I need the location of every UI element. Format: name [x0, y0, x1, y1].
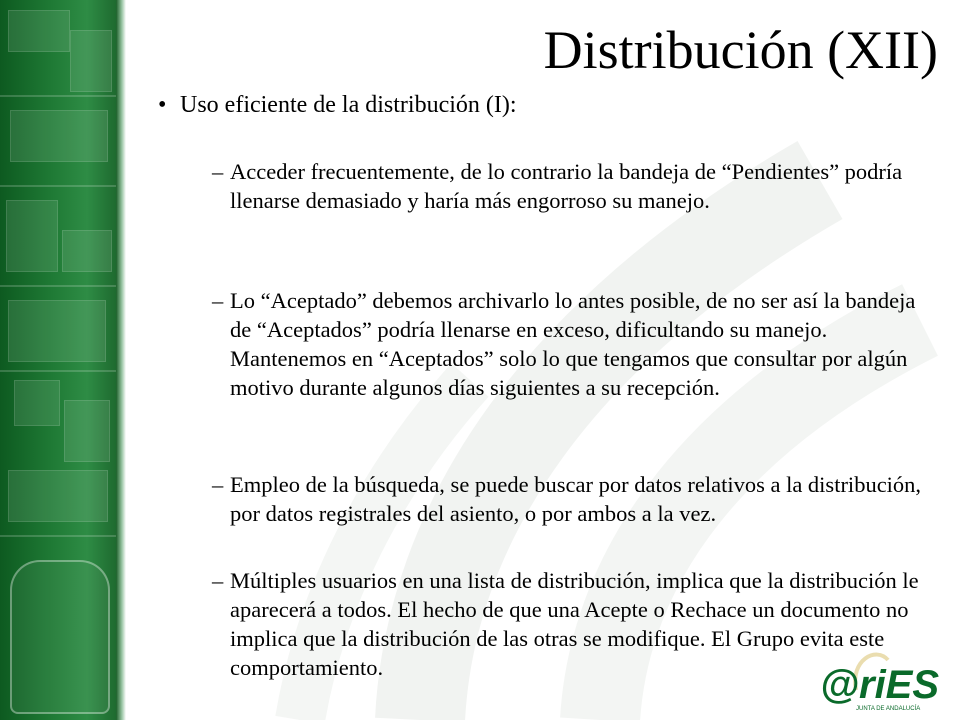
- sub-item-text: Múltiples usuarios en una lista de distribución, implica que la distribución le aparecerá a todos. El hecho de que una Acepte o Rechace un documento no implica que la distribución de las otras se modifique. El Grupo evita este comportamiento.: [230, 568, 919, 680]
- logo-tagline: JUNTA DE ANDALUCÍA: [856, 706, 921, 712]
- aries-logo: [816, 640, 948, 712]
- coat-of-arms-emblem: [10, 560, 110, 714]
- dash-marker: –: [212, 159, 224, 184]
- sidebar-fade: [116, 0, 126, 720]
- dash-marker: –: [212, 288, 224, 313]
- slide-title: Distribución (XII): [543, 20, 938, 80]
- main-bullet-text: Uso eficiente de la distribución (I):: [180, 92, 517, 118]
- sub-item: [212, 286, 942, 402]
- sub-item-text: Empleo de la búsqueda, se puede buscar por datos relativos a la distribución, por datos registrales del asiento, o por ambos a la vez.: [230, 472, 922, 526]
- sub-item-text: Acceder frecuentemente, de lo contrario la bandeja de “Pendientes” podría llenarse demasiado y haría más engorroso su manejo.: [230, 159, 903, 213]
- sub-item: [212, 470, 942, 528]
- dash-marker: –: [212, 568, 224, 593]
- decorative-sidebar: [0, 0, 116, 720]
- sub-item: [212, 157, 942, 215]
- sub-item-text: Lo “Aceptado” debemos archivarlo lo antes posible, de no ser así la bandeja de “Aceptados” podría llenarse en exceso, dificultando su manejo. Mantenemos en “Aceptados” solo lo que tengamos que consultar por algún motivo durante algunos días siguientes a su recepción.: [230, 288, 916, 400]
- dash-marker: –: [212, 472, 224, 497]
- logo-wordmark: @riES: [820, 663, 940, 707]
- bullet-marker: •: [158, 92, 167, 118]
